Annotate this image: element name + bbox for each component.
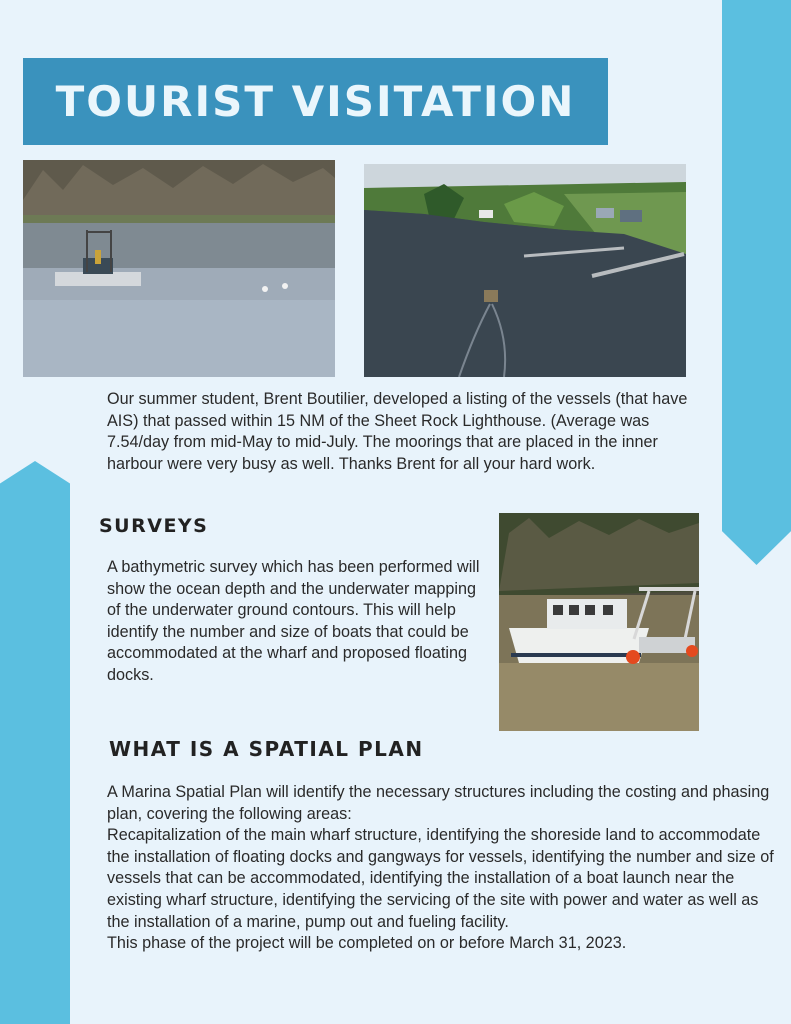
spatial-plan-areas: Recapitalization of the main wharf structure, identifying the shoreside land to accommodate the installation of floating docks and gangways for vessels, identifying the number and size of vessels that can be accommodated, identifying the installation of a boat launch near the existing wharf structure, identifying the servicing of the site with power and water as well as the installation of a marine, pump out and fueling facility. xyxy=(107,826,774,931)
visitation-paragraph: Our summer student, Brent Boutilier, developed a listing of the vessels (that have AIS) that passed within 15 NM of the Sheet Rock Lighthouse. (Average was 7.54/day from mid-May to mid-July. The moorings that are placed in the inner harbour were very busy as well. Thanks Brent for all your hard work. xyxy=(107,390,688,473)
spatial-plan-heading: WHAT IS A SPATIAL PLAN xyxy=(109,737,424,761)
spatial-plan-body xyxy=(107,782,777,955)
title-banner xyxy=(23,58,608,145)
spatial-plan-intro: A Marina Spatial Plan will identify the necessary structures including the costing and phasing plan, covering the following areas: xyxy=(107,783,770,823)
photo-survey-barge xyxy=(23,160,335,377)
decorative-ribbon-left xyxy=(0,461,70,1024)
decorative-ribbon-right xyxy=(722,0,791,565)
photo-survey-boat xyxy=(499,513,699,731)
page-title: TOURIST VISITATION xyxy=(55,77,576,126)
photo-aerial-harbour xyxy=(364,164,686,377)
surveys-paragraph: A bathymetric survey which has been performed will show the ocean depth and the underwater mapping of the underwater ground contours. This will help identify the number and size of boats that could be accommodated at the wharf and proposed floating docks. xyxy=(107,558,480,684)
surveys-heading: SURVEYS xyxy=(99,515,209,537)
spatial-plan-completion: This phase of the project will be completed on or before March 31, 2023. xyxy=(107,934,627,953)
